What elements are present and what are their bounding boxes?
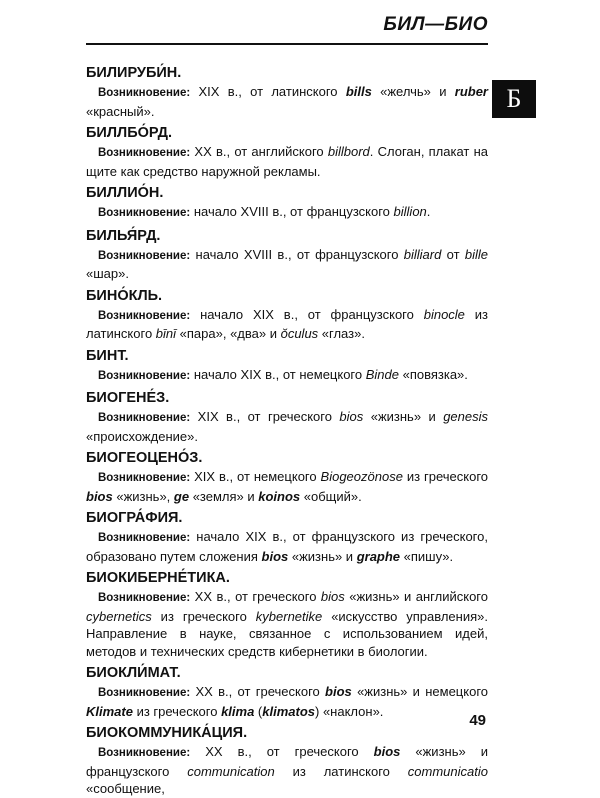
entry-biogeocenoz [86, 448, 488, 505]
definition: Возникновение: XX в., от английского billbord. Слоган, плакат на щите как средство наружной рекламы. [86, 144, 488, 179]
origin-label: Возникновение: [98, 207, 191, 219]
headword: БИЛЛИО́Н. [86, 185, 164, 201]
running-header [86, 14, 488, 36]
running-head: БИЛ—БИО [383, 14, 488, 35]
definition: Возникновение: начало XVIII в., от французского billiard от bille «шар». [86, 246, 489, 281]
definition: Возникновение: XX в., от греческого bios «жизнь» и французского communication из латинского communicatio «сообщение, [86, 744, 488, 796]
headword: БИОКОММУНИКА́ЦИЯ. [86, 725, 248, 741]
headword: БИОГЕОЦЕНО́З. [86, 450, 203, 466]
origin-label: Возникновение: [98, 747, 191, 759]
origin-label: Возникновение: [98, 592, 191, 604]
headword: БИЛЛБО́РД. [86, 125, 173, 141]
entry-bint [86, 346, 488, 386]
entry-binokl [86, 286, 488, 343]
headword: БИОГРА́ФИЯ. [86, 510, 183, 526]
entry-biokommunikaciya [86, 723, 488, 798]
entry-biografiya [86, 508, 488, 565]
definition: Возникновение: начало XVIII в., от французского billion. [98, 204, 431, 219]
origin-label: Возникновение: [98, 147, 191, 159]
entry-biokibernetika [86, 568, 488, 660]
headword: БИНО́КЛЬ. [86, 287, 163, 304]
origin-label: Возникновение: [98, 412, 191, 424]
definition: Возникновение: начало XIX в., от французского binocle из латинского bīnī «пара», «два» и ŏculus «глаз». [86, 306, 488, 341]
page-number: 49 [469, 712, 486, 729]
headword: БИНТ. [86, 347, 129, 364]
origin-label: Возникновение: [98, 309, 191, 322]
definition: Возникновение: XX в., от греческого bios «жизнь» и немецкого Klimate из греческого klima (klimatos) «наклон». [86, 684, 489, 719]
dictionary-entries [86, 60, 488, 798]
entry-bilirubin [86, 63, 488, 120]
entry-biogenez [86, 388, 488, 445]
definition: Возникновение: XIX в., от латинского bills «желчь» и ruber «красный». [86, 84, 488, 119]
headword: БИОКЛИ́МАТ. [86, 665, 181, 681]
entry-billiard [86, 226, 488, 283]
header-rule [86, 43, 488, 45]
origin-label: Возникновение: [98, 532, 191, 544]
definition: Возникновение: начало XIX в., от французского из греческого, образовано путем сложения bios «жизнь» и graphe «пишу». [86, 529, 488, 564]
definition: Возникновение: начало XIX в., от немецкого Binde «повязка». [98, 366, 468, 382]
headword: БИОКИБЕРНЕ́ТИКА. [86, 570, 230, 586]
definition: Возникновение: XIX в., от греческого bios «жизнь» и genesis «происхождение». [86, 409, 488, 444]
origin-label: Возникновение: [98, 87, 191, 99]
origin-label: Возникновение: [98, 687, 191, 699]
definition: Возникновение: XX в., от греческого bios «жизнь» и английского cybernetics из греческого kybernetike «искусство управления». Направление в науке, связанное с использованием идей, методов и технических средств кибернетики в биологии. [86, 589, 488, 659]
origin-label: Возникновение: [98, 472, 191, 484]
headword: БИЛЬЯ́РД. [86, 227, 161, 244]
definition: Возникновение: XIX в., от немецкого Biogeozönose из греческого bios «жизнь», ge «земля» и koinos «общий». [86, 469, 489, 504]
entry-billbord [86, 123, 488, 180]
headword: БИОГЕНЕ́З. [86, 390, 170, 406]
origin-label: Возникновение: [98, 249, 191, 262]
letter-thumb-tab: Б [492, 80, 536, 118]
headword: БИЛИРУБИ́Н. [86, 65, 182, 81]
entry-billion [86, 183, 488, 223]
origin-label: Возникновение: [98, 369, 191, 382]
